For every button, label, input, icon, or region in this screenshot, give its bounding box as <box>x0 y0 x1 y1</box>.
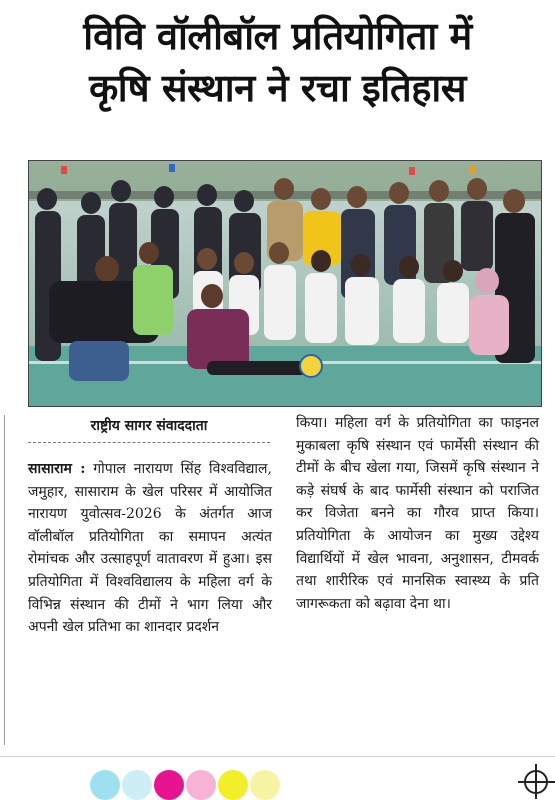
team-photo <box>28 160 542 407</box>
article-text-left: गोपाल नारायण सिंह विश्वविद्याल, जमुहार, सासाराम के खेल परिसर में आयोजित नारायण युवोत्सव-2026 के अंतर्गत आज वॉलीबॉल प्रतियोगिता का समापन अत्यंत रोमांचक और उत्साहपूर्ण वातावरण में हुआ। इस प्रतियोगिता में विश्वविद्यालय के महिला वर्ग के विभिन्न संस्थान की टीमों ने भाग लिया और अपनी खेल प्रतिभा का शानदार प्रदर्शन <box>28 461 273 636</box>
byline: राष्ट्रीय सागर संवाददाता <box>90 418 208 434</box>
color-swatch <box>154 770 184 800</box>
headline-line-1: विवि वॉलीबॉल प्रतियोगिता में <box>83 14 472 58</box>
color-swatch <box>186 770 216 800</box>
headline <box>0 10 555 114</box>
color-swatch <box>90 770 120 800</box>
headline-line-2: कृषि संस्थान ने रचा इतिहास <box>89 66 466 110</box>
color-swatch <box>250 770 280 800</box>
article-column-left <box>28 458 272 639</box>
team-group-photo-icon <box>29 161 541 406</box>
column-border <box>4 415 5 745</box>
page-bottom-rule <box>0 756 555 757</box>
article-column-right: किया। महिला वर्ग के प्रतियोगिता का फाइनल मुकाबला कृषि संस्थान एवं फार्मेसी संस्थान की टीमों के बीच खेला गया, जिसमें कृषि संस्थान ने कड़े संघर्ष के बाद फार्मेसी संस्थान को पराजित कर विजेता बनने का गौरव प्राप्त किया। प्रतियोगिता के आयोजन का मुख्य उद्देश्य विद्यार्थियों में खेल भावना, अनुशासन, टीमवर्क तथा शारीरिक एवं मानसिक स्वास्थ्य के प्रति जागरूकता को बढ़ावा देना था। <box>296 415 539 612</box>
color-swatch <box>218 770 248 800</box>
dateline-place: सासाराम : <box>28 461 86 477</box>
crosshair-registration-icon <box>518 762 555 799</box>
byline-divider <box>28 442 270 443</box>
color-swatch <box>122 770 152 800</box>
